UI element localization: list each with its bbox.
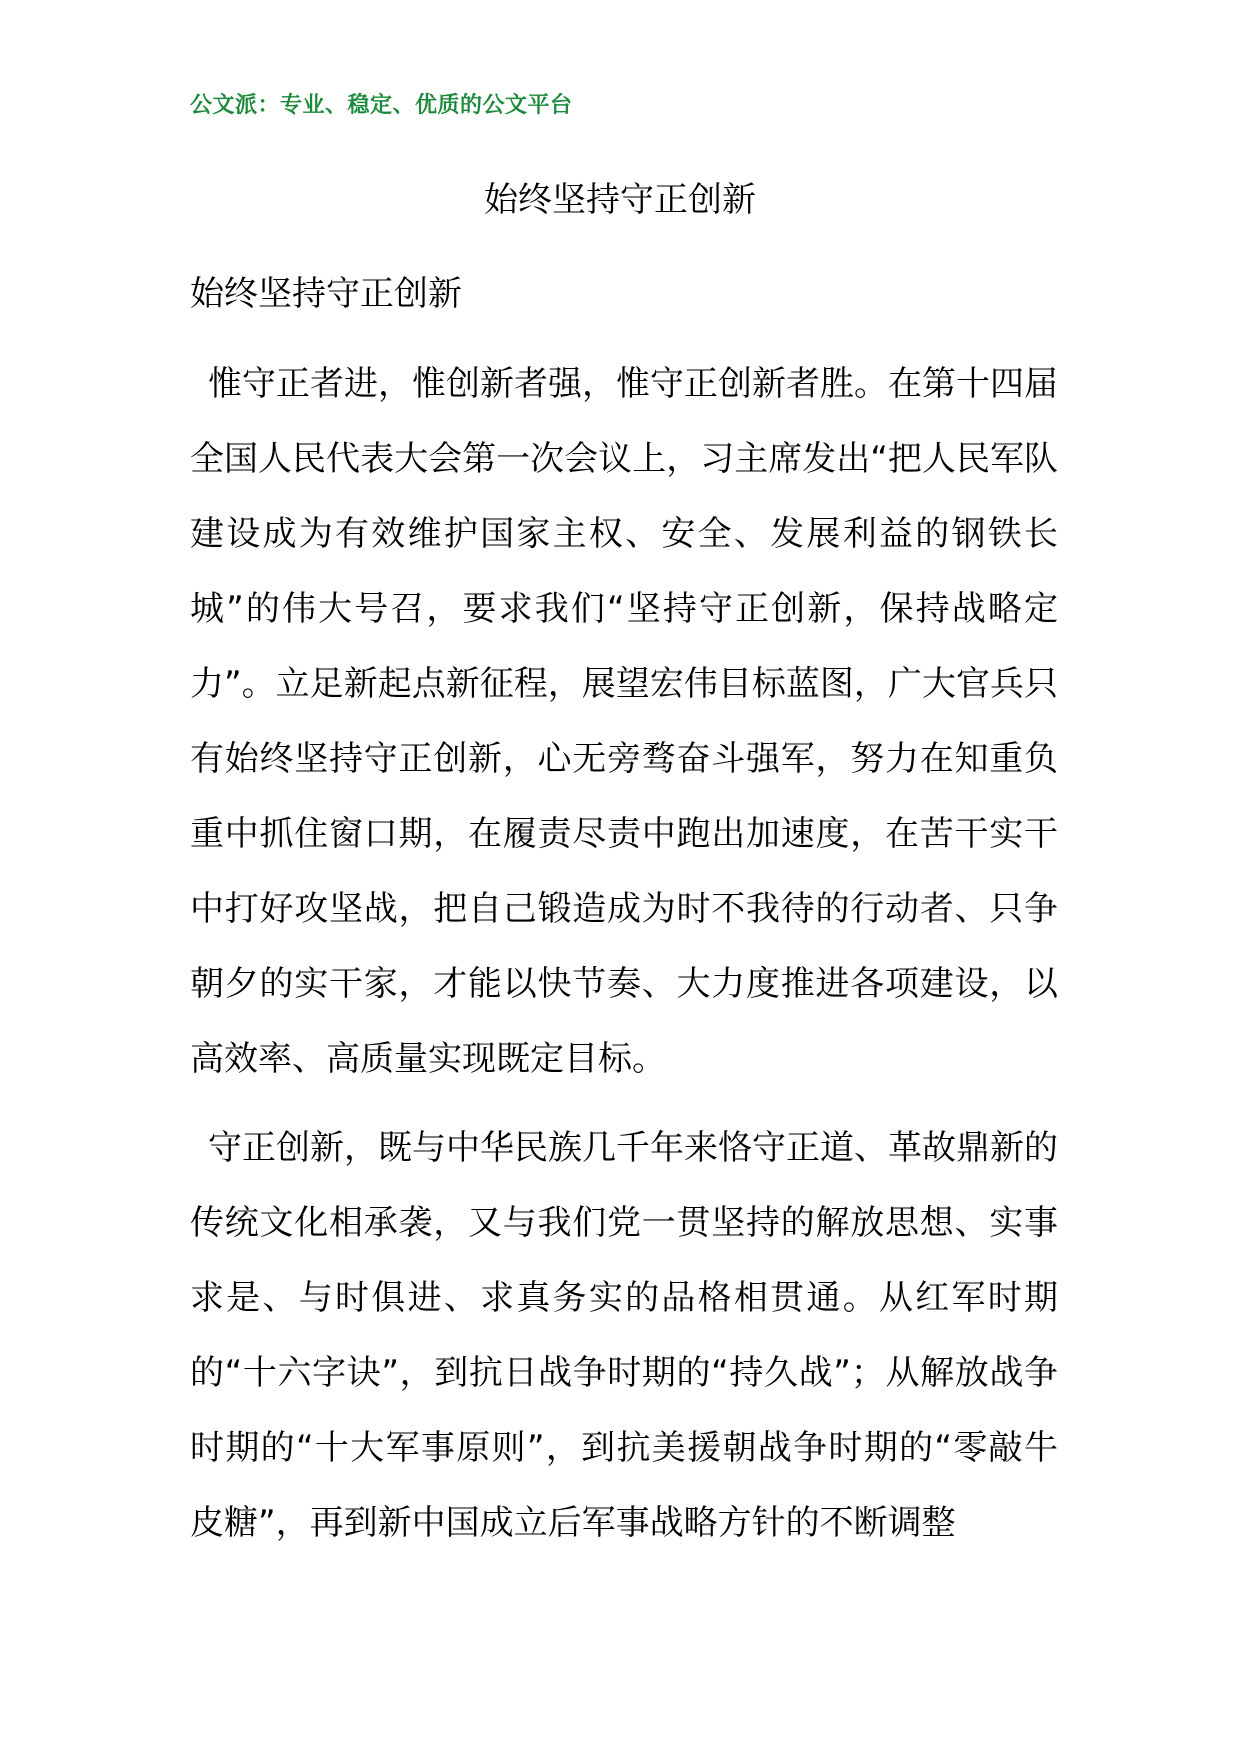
brand-header: 公文派：专业、稳定、优质的公文平台 — [190, 93, 573, 118]
body-paragraph: 守正创新，既与中华民族几千年来恪守正道、革故鼎新的传统文化相承袭，又与我们党一贯坚持的解放思想、实事求是、与时俱进、求真务实的品格相贯通。从红军时期的“十六字诀”，到抗日战争时期的“持久战”；从解放战争时期的“十大军事原则”，到抗美援朝战争时期的“零敲牛皮糖”，再到新中国成立后军事战略方针的不断调整 — [190, 1128, 1058, 1543]
document-subtitle: 始终坚持守正创新 — [190, 274, 462, 314]
body-paragraph: 惟守正者进，惟创新者强，惟守正创新者胜。在第十四届全国人民代表大会第一次会议上，习主席发出“把人民军队建设成为有效维护国家主权、安全、发展利益的钢铁长城”的伟大号召，要求我们“坚持守正创新，保持战略定力”。立足新起点新征程，展望宏伟目标蓝图，广大官兵只有始终坚持守正创新，心无旁骛奋斗强军，努力在知重负重中抓住窗口期，在履责尽责中跑出加速度，在苦干实干中打好攻坚战，把自己锻造成为时不我待的行动者、只争朝夕的实干家，才能以快节奏、大力度推进各项建设，以高效率、高质量实现既定目标。 — [190, 364, 1058, 1079]
document-title: 始终坚持守正创新 — [484, 180, 756, 220]
